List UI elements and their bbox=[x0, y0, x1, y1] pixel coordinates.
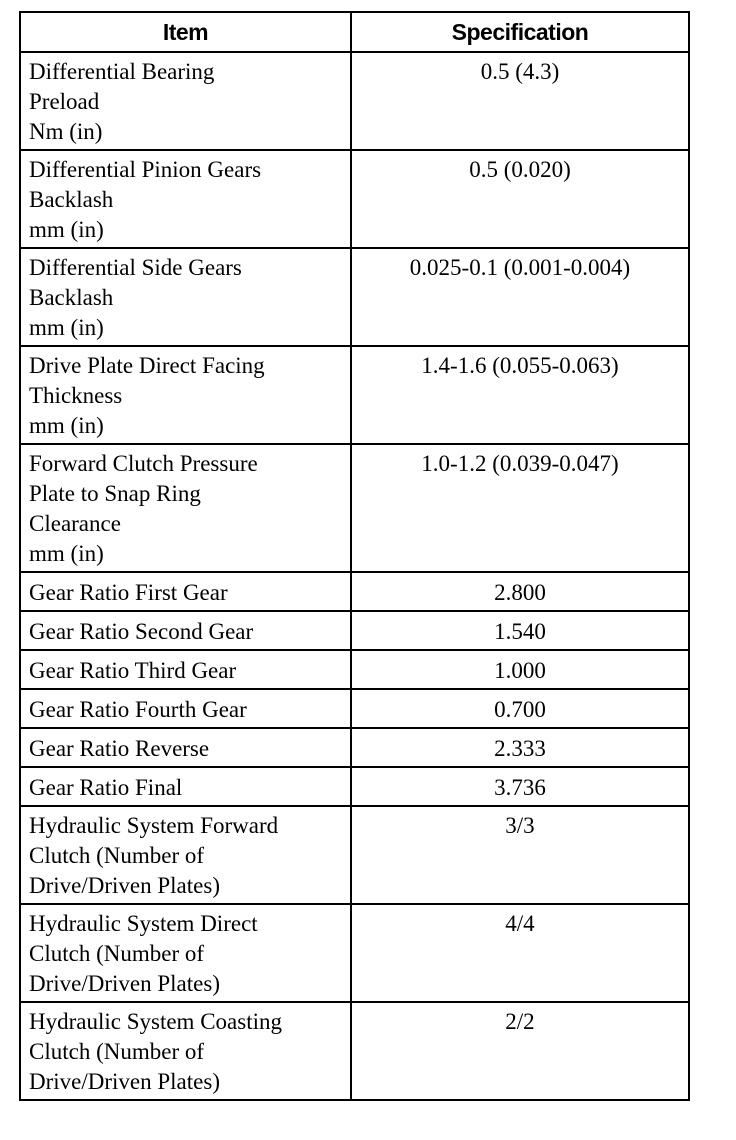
table-row bbox=[20, 1002, 689, 1100]
table-row bbox=[20, 728, 689, 767]
item-cell bbox=[20, 767, 351, 806]
item-text-line: Clearance bbox=[29, 511, 121, 536]
item-cell bbox=[20, 1002, 351, 1100]
item-text-line: Drive Plate Direct Facing bbox=[29, 353, 265, 378]
specification-cell: 0.5 (4.3) bbox=[351, 52, 689, 150]
specification-cell: 1.0-1.2 (0.039-0.047) bbox=[351, 444, 689, 572]
item-cell bbox=[20, 346, 351, 444]
item-text-line: Drive/Driven Plates) bbox=[29, 971, 220, 996]
item-text-line: Differential Bearing bbox=[29, 59, 215, 84]
table-row bbox=[20, 650, 689, 689]
item-cell bbox=[20, 150, 351, 248]
table-row bbox=[20, 248, 689, 346]
item-text-line: Differential Side Gears bbox=[29, 255, 242, 280]
table-row bbox=[20, 346, 689, 444]
table-row bbox=[20, 444, 689, 572]
specification-cell: 3.736 bbox=[351, 767, 689, 806]
item-text-line: Preload bbox=[29, 89, 100, 114]
item-text-line: Gear Ratio First Gear bbox=[29, 580, 228, 605]
item-cell bbox=[20, 904, 351, 1002]
header-row bbox=[20, 12, 689, 52]
item-text-line: Plate to Snap Ring bbox=[29, 481, 201, 506]
header-item: Item bbox=[20, 12, 351, 52]
item-text-line: Drive/Driven Plates) bbox=[29, 873, 220, 898]
item-text-line: Gear Ratio Reverse bbox=[29, 736, 210, 761]
header-specification: Specification bbox=[351, 12, 689, 52]
item-text-line: mm (in) bbox=[29, 541, 104, 566]
item-text-line: Hydraulic System Forward bbox=[29, 813, 279, 838]
item-cell bbox=[20, 611, 351, 650]
item-text-line: Forward Clutch Pressure bbox=[29, 451, 258, 476]
item-cell bbox=[20, 689, 351, 728]
table-row bbox=[20, 767, 689, 806]
table-body bbox=[20, 52, 689, 1100]
item-text-line: Backlash bbox=[29, 285, 114, 310]
item-cell bbox=[20, 444, 351, 572]
item-text-line: Clutch (Number of bbox=[29, 941, 205, 966]
item-text-line: Differential Pinion Gears bbox=[29, 157, 262, 182]
table-row bbox=[20, 904, 689, 1002]
specification-cell: 1.4-1.6 (0.055-0.063) bbox=[351, 346, 689, 444]
item-text-line: Gear Ratio Final bbox=[29, 775, 183, 800]
specification-cell: 0.5 (0.020) bbox=[351, 150, 689, 248]
item-text-line: Hydraulic System Direct bbox=[29, 911, 258, 936]
item-text-line: Thickness bbox=[29, 383, 123, 408]
item-text-line: Clutch (Number of bbox=[29, 843, 205, 868]
table-row bbox=[20, 689, 689, 728]
item-text-line: Backlash bbox=[29, 187, 114, 212]
item-text-line: mm (in) bbox=[29, 315, 104, 340]
specification-cell: 0.025-0.1 (0.001-0.004) bbox=[351, 248, 689, 346]
specification-cell: 2.800 bbox=[351, 572, 689, 611]
table-row bbox=[20, 52, 689, 150]
item-text-line: Gear Ratio Fourth Gear bbox=[29, 697, 247, 722]
item-text-line: Hydraulic System Coasting bbox=[29, 1009, 282, 1034]
specification-table bbox=[19, 11, 690, 1101]
specification-cell: 1.000 bbox=[351, 650, 689, 689]
item-text-line: Gear Ratio Third Gear bbox=[29, 658, 237, 683]
item-cell bbox=[20, 572, 351, 611]
table-row bbox=[20, 611, 689, 650]
item-cell bbox=[20, 248, 351, 346]
item-text-line: mm (in) bbox=[29, 413, 104, 438]
item-text-line: Clutch (Number of bbox=[29, 1039, 205, 1064]
item-cell bbox=[20, 650, 351, 689]
table-row bbox=[20, 572, 689, 611]
specification-cell: 1.540 bbox=[351, 611, 689, 650]
specification-cell: 2/2 bbox=[351, 1002, 689, 1100]
specification-cell: 3/3 bbox=[351, 806, 689, 904]
specification-cell: 0.700 bbox=[351, 689, 689, 728]
table-row bbox=[20, 150, 689, 248]
item-cell bbox=[20, 728, 351, 767]
item-cell bbox=[20, 806, 351, 904]
table-row bbox=[20, 806, 689, 904]
item-text-line: mm (in) bbox=[29, 217, 104, 242]
item-text-line: Gear Ratio Second Gear bbox=[29, 619, 254, 644]
item-text-line: Nm (in) bbox=[29, 119, 103, 144]
specification-cell: 2.333 bbox=[351, 728, 689, 767]
specification-cell: 4/4 bbox=[351, 904, 689, 1002]
item-text-line: Drive/Driven Plates) bbox=[29, 1069, 220, 1094]
item-cell bbox=[20, 52, 351, 150]
